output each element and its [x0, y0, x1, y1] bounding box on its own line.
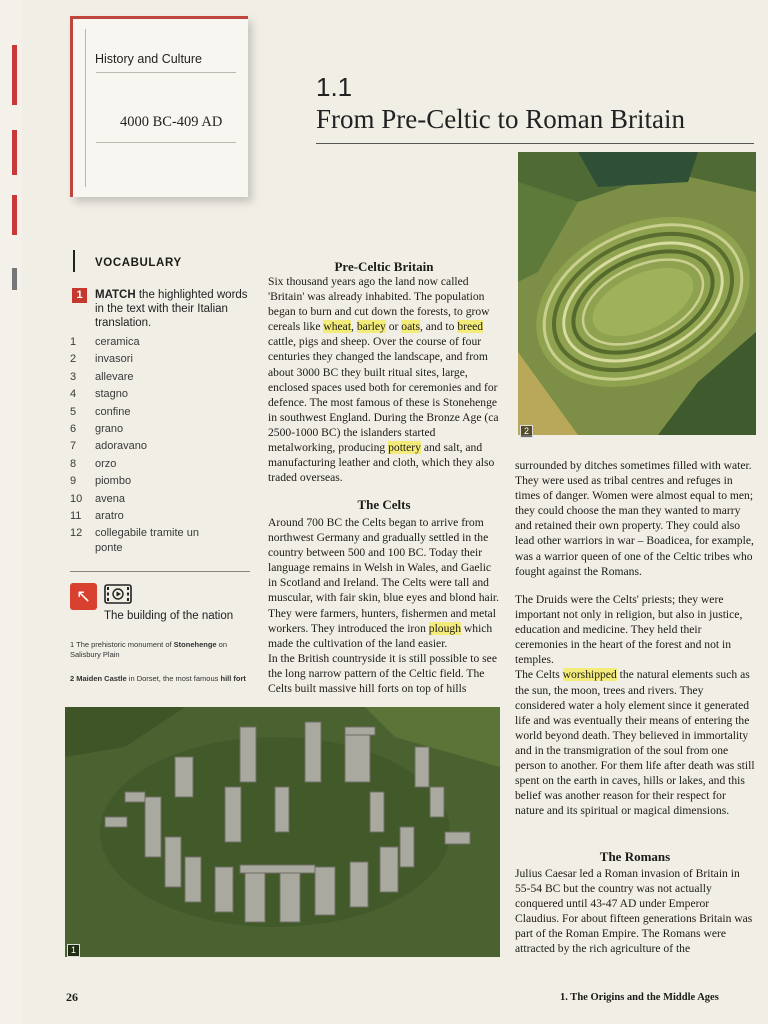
divider: [70, 571, 250, 572]
section-heading: The Romans: [599, 849, 671, 864]
section-heading: The Celts: [357, 497, 411, 512]
body-paragraph: Around 700 BC the Celts began to arrive from northwest Germany and gradually settled in the country between 500 and 100 BC. Today their language remains in Welsh in Wales, and Gaelic in Scotland and Ireland. The Celts were tall and muscular, with fair skin, blue eyes and blond hair. They were farmers, hunters, fishermen and metal workers. They introduced the iron plough which made the cultivation of the land easier. In the British countryside it is still possible to see the long narrow pattern of the Celtic field. The Celts built massive hill forts on top of hills: [268, 516, 500, 696]
photo-number: 1: [67, 944, 80, 957]
page-binding-edge: [0, 0, 22, 1024]
vocabulary-item: 3 allevare: [70, 370, 134, 383]
highlighted-word: oats: [401, 320, 420, 334]
section-heading: Pre-Celtic Britain: [334, 259, 434, 274]
section-label: History and Culture: [95, 52, 202, 66]
vocabulary-item: 8 orzo: [70, 457, 117, 470]
vocabulary-item: 12 collegabile tramite un ponte: [70, 527, 199, 554]
title-divider: [316, 143, 754, 144]
divider: [96, 142, 236, 143]
chapter-footer: 1. The Origins and the Middle Ages: [560, 992, 719, 1003]
vocabulary-item: 6 grano: [70, 422, 124, 435]
highlighted-word: pottery: [388, 441, 421, 455]
exercise-instruction: MATCH the highlighted words in the text with their Italian translation.: [95, 289, 248, 329]
exercise-number-badge: 1: [72, 288, 87, 303]
body-paragraph: surrounded by ditches sometimes filled with water. They were used as tribal centres and refuges in times of danger. Women were almost equal to men; they could choose the man they wanted to marry and retained their own property. They could also lead other warriors in war – Boadicea, for example, was a warrior queen of one of the Celtic tribes who fought against the Romans.: [515, 459, 754, 578]
vocabulary-marker: [73, 250, 75, 272]
page-number: 26: [66, 990, 78, 1004]
stonehenge-photo: [65, 707, 500, 957]
tab-marker: [12, 45, 17, 105]
vocabulary-item: 4 stagno: [70, 388, 129, 401]
date-range: 4000 BC-409 AD: [120, 114, 223, 130]
chapter-number: 1.1: [316, 72, 353, 102]
chapter-title: From Pre-Celtic to Roman Britain: [316, 104, 685, 134]
body-paragraph: Julius Caesar led a Roman invasion of Britain in 55-54 BC but the country was not actually conquered until 43-47 AD under Emperor Claudius. For about fifteen generations Britain was part of the Roman Empire. The Romans were attracted by the rich agriculture of the: [515, 867, 753, 956]
highlighted-word: wheat: [323, 320, 352, 334]
vocabulary-list: [70, 334, 260, 556]
cursor-icon[interactable]: ↖: [70, 583, 97, 610]
vocabulary-item: 11 aratro: [70, 509, 124, 522]
tab-marker: [12, 268, 17, 290]
vocabulary-item: 10 avena: [70, 492, 125, 505]
maiden-castle-photo: [518, 152, 756, 435]
tab-marker: [12, 130, 17, 175]
photo-number: 2: [520, 425, 533, 438]
tab-marker: [12, 195, 17, 235]
photo-caption: 1 The prehistoric monument of Stonehenge on Salisbury Plain: [70, 640, 228, 659]
vocabulary-item: 5 confine: [70, 405, 131, 418]
highlighted-word: barley: [356, 320, 386, 334]
photo-caption: 2 Maiden Castle in Dorset, the most famous hill fort: [70, 674, 246, 683]
video-title: The building of the nation: [104, 610, 234, 622]
vocabulary-item: 2 invasori: [70, 353, 133, 366]
highlighted-word: worshipped: [562, 668, 617, 682]
vocabulary-title: VOCABULARY: [95, 257, 182, 269]
body-paragraph: The Druids were the Celts' priests; they were important not only in religion, but also in justice, education and medicine. They held their ceremonies in the heart of the forest and not in temples. The Celts worshipped the natural elements such as the sun, the moon, trees and rivers. They considered water a holy element since it generated life and was eventually their means of entering the world beyond death. They believed in immortality and in the transmigration of the soul from one person to another. For them life after death was still spent on the earth in caves, hills or lakes, and this belief was another reason for their respect for nature and its spiritual or magical dimensions.: [515, 593, 755, 818]
section-header-box: [70, 16, 248, 197]
highlighted-word: breed: [457, 320, 484, 334]
vocabulary-item: 9 piombo: [70, 475, 132, 488]
vocabulary-item: 1 ceramica: [70, 336, 140, 348]
divider: [96, 72, 236, 73]
body-paragraph: Six thousand years ago the land now called 'Britain' was already inhabited. The population began to burn and cut down the forests, to grow cereals like wheat, barley or oats, and to breed cattle, pigs and sheep. Over the course of four centuries they changed the landscape, and from about 3000 BC they built ritual sites, large, enclosed spaces used both for ceremonies and for defence. The most famous of these is Stonehenge in southwest England. During the Bronze Age (ca 2500-1000 BC) the islanders started metalworking, producing pottery and salt, and manufacturing leather and cloth, which they also traded overseas.: [268, 275, 499, 485]
vocabulary-item: 7 adoravano: [70, 440, 147, 453]
highlighted-word: plough: [428, 621, 461, 635]
film-play-icon[interactable]: [104, 584, 132, 604]
